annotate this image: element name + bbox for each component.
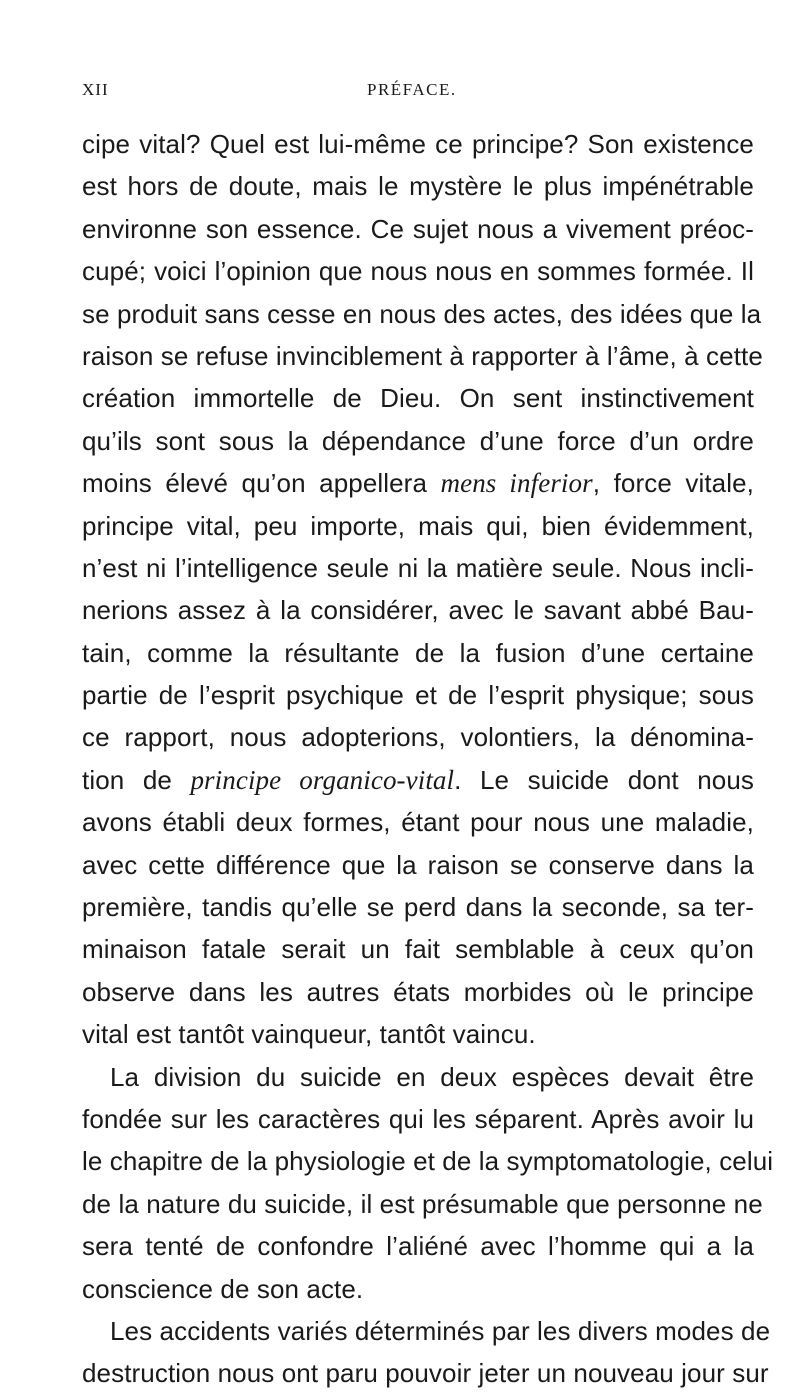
text-line: raison se refuse invinciblement à rapporter à l’âme, à cette: [82, 340, 763, 371]
text-line: observe dans les autres états morbides où le principe: [82, 976, 754, 1007]
paragraph-end-line: conscience de son acte.: [82, 1273, 364, 1304]
text-line: première, tandis qu’elle se perd dans la seconde, sa ter-: [82, 892, 754, 923]
text-line: sera tenté de confondre l’aliéné avec l’homme qui a la: [82, 1231, 754, 1262]
paragraph-end-line: vital est tantôt vainqueur, tantôt vaincu.: [82, 1019, 536, 1050]
text-line: avons établi deux formes, étant pour nous une maladie,: [82, 807, 754, 838]
text-line: [82, 759, 754, 801]
text-line: cupé; voici l’opinion que nous nous en sommes formée. Il: [82, 256, 754, 287]
text-line: destruction nous ont paru pouvoir jeter un nouveau jour sur: [82, 1358, 769, 1389]
text-line: tain, comme la résultante de la fusion d’une certaine: [82, 637, 754, 668]
italic-term-mens-inferior: mens inferior: [440, 468, 593, 499]
text-line: partie de l’esprit psychique et de l’esprit physique; sous: [82, 680, 754, 711]
text-run: . Le suicide dont nous: [454, 764, 755, 795]
text-line: de la nature du suicide, il est présumable que personne ne: [82, 1188, 763, 1219]
text-line: minaison fatale serait un fait semblable à ceux qu’on: [82, 934, 754, 965]
text-line: avec cette différence que la raison se conserve dans la: [82, 849, 754, 880]
text-line: qu’ils sont sous la dépendance d’une force d’un ordre: [82, 425, 754, 456]
text-line: principe vital, peu importe, mais qui, bien évidemment,: [82, 510, 754, 541]
italic-term-principe-organico-vital: principe organico-vital: [190, 764, 455, 795]
paragraph-start-line: Les accidents variés déterminés par les divers modes de: [110, 1315, 771, 1346]
text-run: moins élevé qu’on appellera: [82, 468, 441, 499]
text-line: environne son essence. Ce sujet nous a vivement préoc-: [82, 213, 754, 244]
text-line: nerions assez à la considérer, avec le savant abbé Bau-: [82, 595, 754, 626]
body-text: [82, 123, 774, 1395]
text-line: cipe vital? Quel est lui-même ce principe? Son existence: [82, 129, 754, 159]
text-run: tion de: [82, 764, 191, 795]
text-line: ce rapport, nous adopterions, volontiers, la dénomina-: [82, 722, 754, 753]
text-line: création immortelle de Dieu. On sent instinctivement: [82, 383, 754, 414]
page-number: XII: [82, 80, 109, 99]
paragraph-start-line: La division du suicide en deux espèces devait être: [110, 1061, 754, 1092]
text-line: le chapitre de la physiologie et de la symptomatologie, celui: [82, 1146, 774, 1177]
text-line: fondée sur les caractères qui les séparent. Après avoir lu: [82, 1103, 754, 1134]
text-line: [82, 462, 754, 504]
text-run: , force vitale,: [592, 468, 754, 499]
running-title: PRÉFACE.: [367, 80, 457, 99]
text-line: se produit sans cesse en nous des actes, des idées que la: [82, 298, 762, 329]
running-head: [82, 80, 752, 110]
text-line: n’est ni l’intelligence seule ni la matière seule. Nous incli-: [82, 552, 754, 583]
text-line: est hors de doute, mais le mystère le plus impénétrable: [82, 171, 754, 202]
